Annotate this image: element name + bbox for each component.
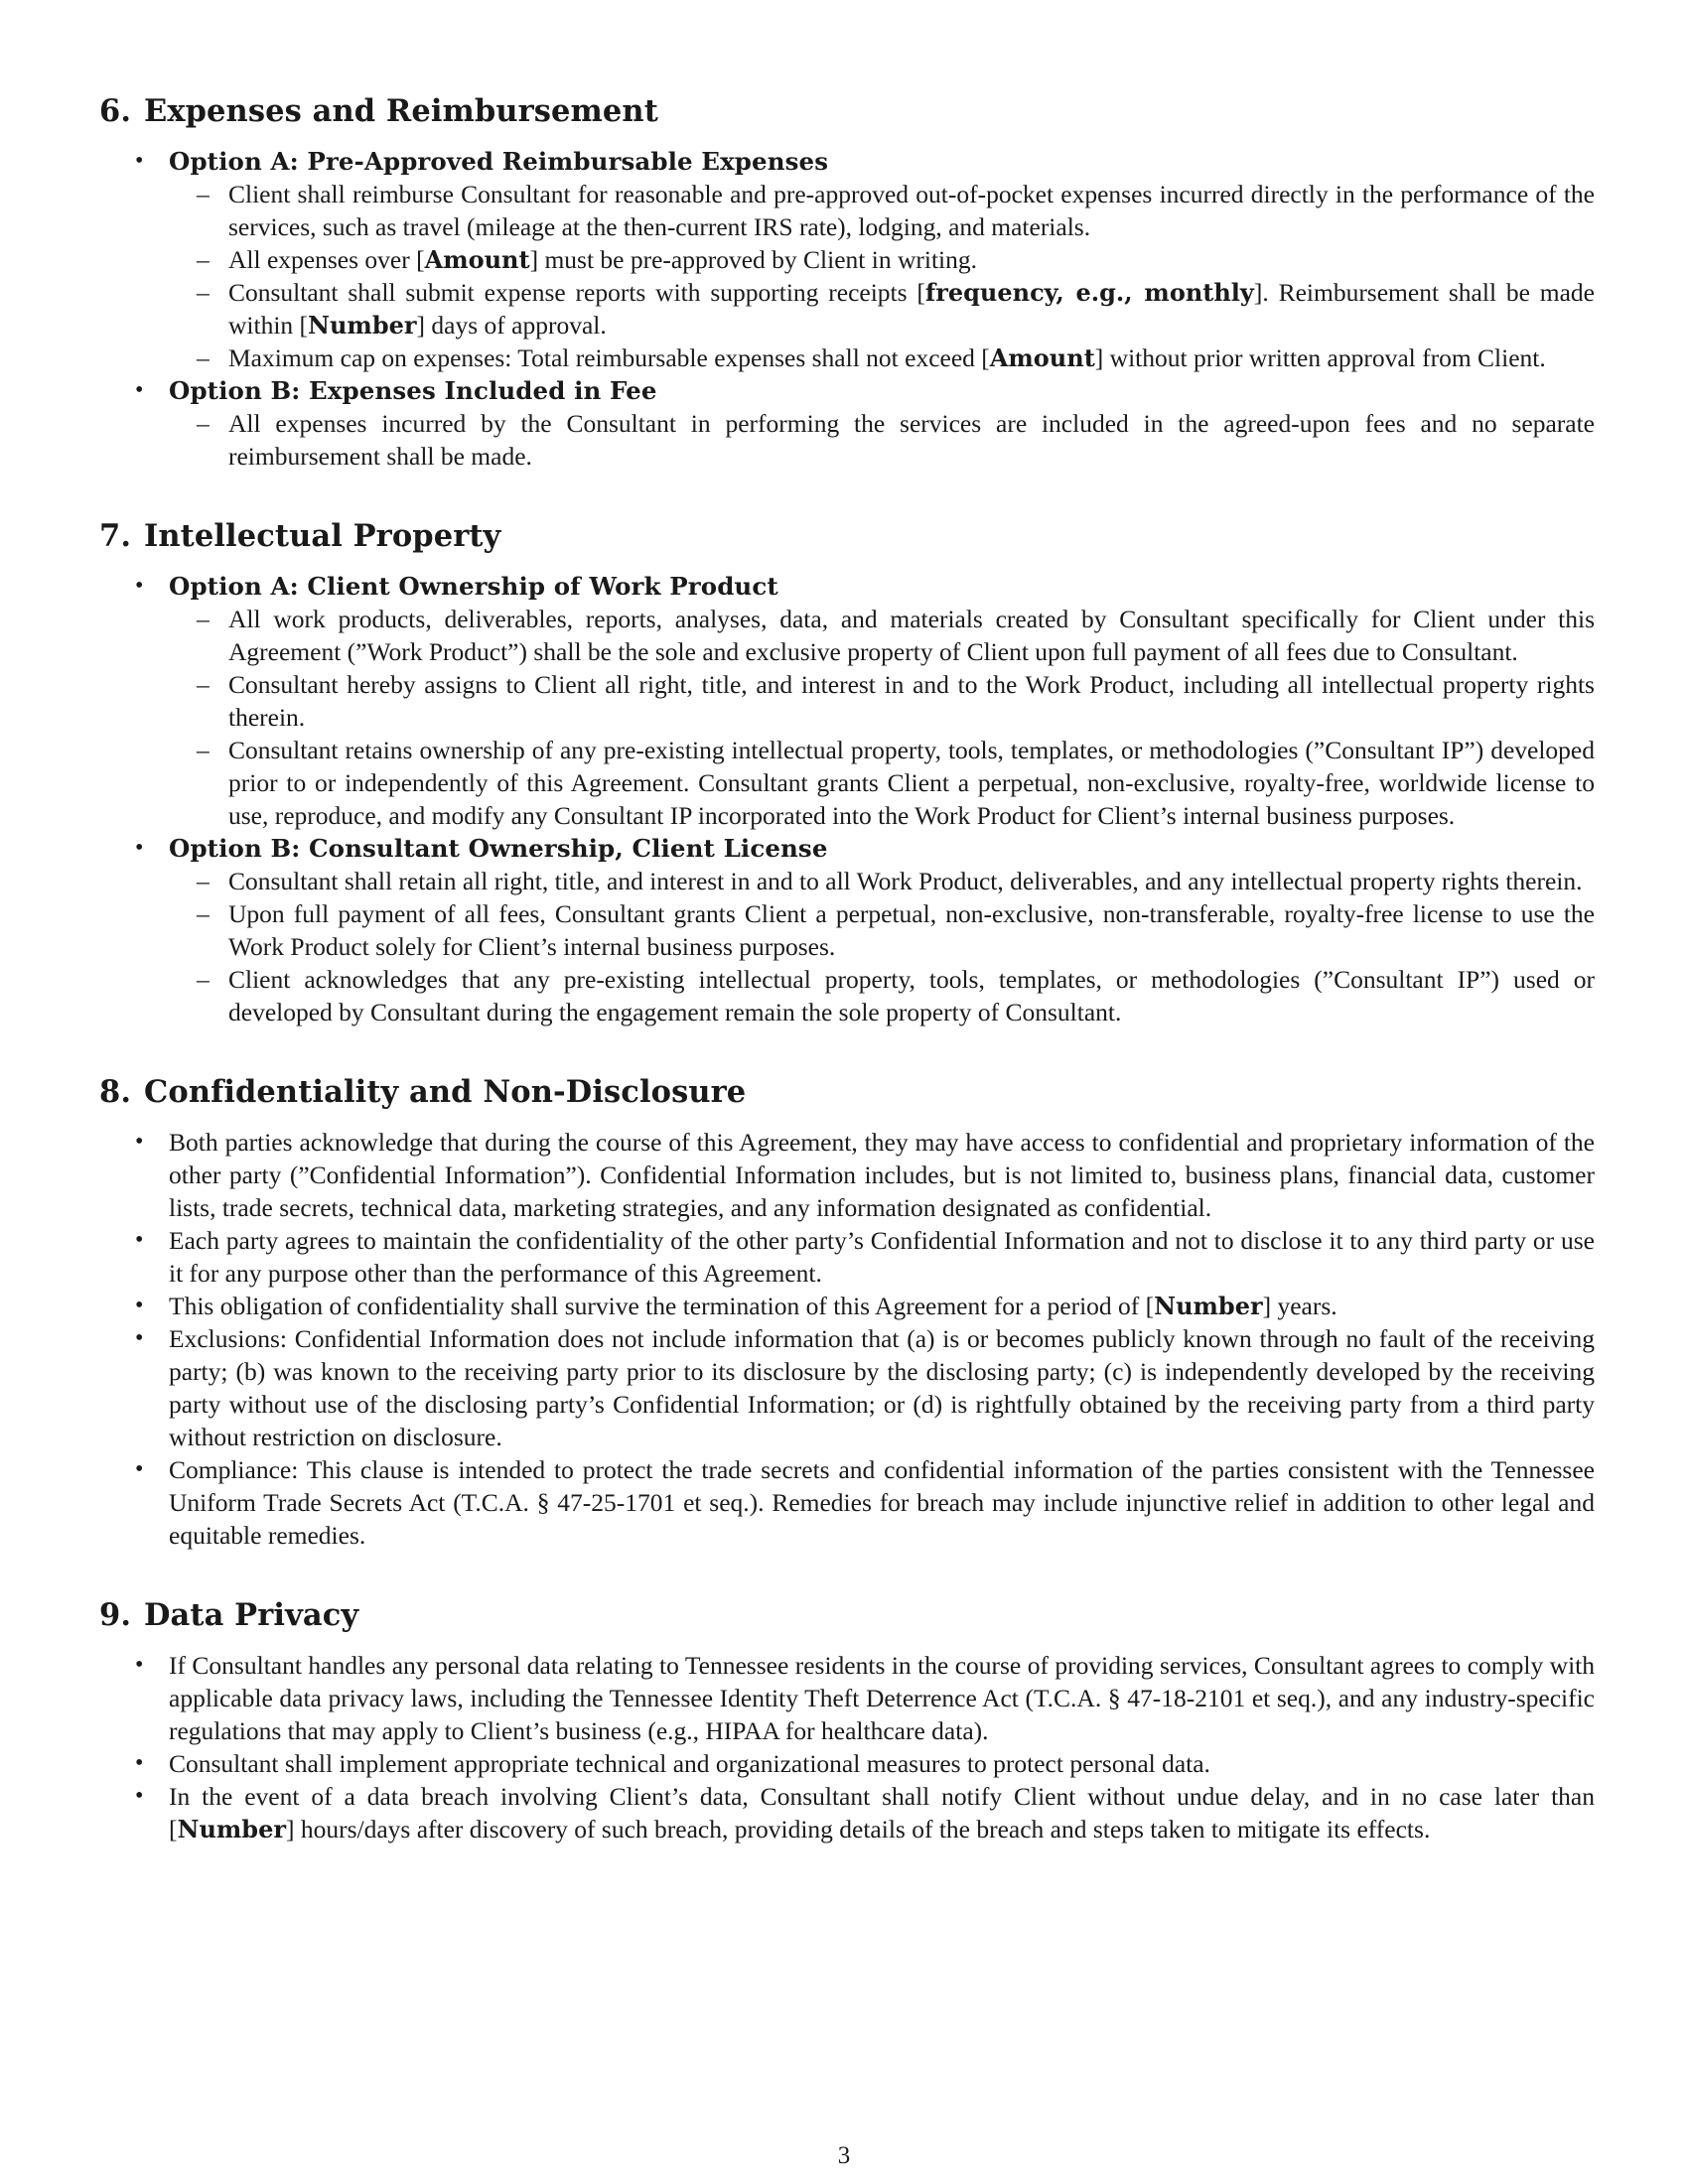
text-segment: Client shall reimburse Consultant for reasonable and pre-approved out-of-pocket expenses incurred directly in the performance of the services, such as travel (mileage at the then-current IRS rate), lodging, and materials. <box>228 180 1595 241</box>
document-body <box>99 91 1595 1889</box>
section-heading <box>99 91 1595 131</box>
sub-list <box>169 407 1595 473</box>
sub-list-item <box>169 276 1595 341</box>
option-title: • Option B: Expenses Included in Fee <box>169 376 657 405</box>
option-title: • Option A: Client Ownership of Work Product <box>169 572 778 601</box>
option-title: • Option A: Pre-Approved Reimbursable Expenses <box>169 147 829 176</box>
bullet-list <box>99 1649 1595 1845</box>
sub-list-item <box>169 897 1595 963</box>
sub-list <box>169 178 1595 374</box>
text-segment: Consultant shall submit expense reports with supporting receipts [ <box>228 278 925 307</box>
text-segment: ] must be pre-approved by Client in writing. <box>529 245 978 274</box>
sub-list <box>169 865 1595 1028</box>
section-8 <box>99 1072 1595 1552</box>
section-7 <box>99 516 1595 1028</box>
text-segment: If Consultant handles any personal data relating to Tennessee residents in the course of providing services, Consultant agrees to comply with applicable data privacy laws, including the Tennessee Identity Theft Deterrence Act (T.C.A. § 47-18-2101 et seq.), and any industry-specific regulations that may apply to Client’s business (e.g., HIPAA for healthcare data). <box>169 1651 1595 1745</box>
section-number: 7. <box>99 518 132 554</box>
section-heading <box>99 1072 1595 1112</box>
sub-list-item <box>169 865 1595 897</box>
text-segment: ] hours/days after discovery of such breach, providing details of the breach and steps taken to mitigate its effects. <box>285 1815 1431 1843</box>
option-item <box>99 570 1595 832</box>
sub-list-item <box>169 734 1595 832</box>
text-segment: Consultant shall retain all right, title, and interest in and to all Work Product, deliverables, and any intellectual property rights therein. <box>228 867 1583 895</box>
sub-list-item <box>169 668 1595 734</box>
sub-list-item <box>169 243 1595 276</box>
text-segment: Both parties acknowledge that during the course of this Agreement, they may have access to confidential and proprietary information of the other party (”Confidential Information”). Confidential Information includes, but is not limited to, business plans, financial data, customer lists, trade secrets, technical data, marketing strategies, and any information designated as confidential. <box>169 1128 1595 1222</box>
section-title: Expenses and Reimbursement <box>144 93 658 129</box>
text-segment: All work products, deliverables, reports, analyses, data, and materials created by Consultant specifically for Client under this Agreement (”Work Product”) shall be the sole and exclusive property of Client upon full payment of all fees due to Consultant. <box>228 605 1595 666</box>
text-segment: All expenses over [ <box>228 245 425 274</box>
text-segment: Consultant retains ownership of any pre-existing intellectual property, tools, templates, or methodologies (”Consultant IP”) developed prior to or independently of this Agreement. Consultant grants Client a perpetual, non-exclusive, royalty-free, worldwide license to use, reproduce, and modify any Consultant IP incorporated into the Work Product for Client’s internal business purposes. <box>228 736 1595 830</box>
section-9 <box>99 1595 1595 1845</box>
sub-list-item <box>169 407 1595 473</box>
placeholder-field: frequency, e.g., monthly <box>924 278 1254 307</box>
list-item <box>99 1224 1595 1290</box>
text-segment: Exclusions: Confidential Information does not include information that (a) is or becomes publicly known through no fault of the receiving party; (b) was known to the receiving party prior to its disclosure by the disclosing party; (c) is independently developed by the receiving party without use of the disclosing party’s Confidential Information; or (d) is rightfully obtained by the receiving party from a third party without restriction on disclosure. <box>169 1324 1595 1451</box>
text-segment: In the event of a data breach involving Client’s data, Consultant shall notify Client without undue delay, and in no case later than [ <box>169 1782 1595 1843</box>
text-segment: Maximum cap on expenses: Total reimbursable expenses shall not exceed [ <box>228 343 990 372</box>
section-number: 9. <box>99 1597 132 1633</box>
text-segment: Consultant shall implement appropriate technical and organizational measures to protect personal data. <box>169 1749 1210 1778</box>
section-number: 8. <box>99 1074 132 1110</box>
text-segment: Consultant hereby assigns to Client all right, title, and interest in and to the Work Product, including all intellectual property rights therein. <box>228 670 1595 732</box>
text-segment: Each party agrees to maintain the confidentiality of the other party’s Confidential Information and not to disclose it to any third party or use it for any purpose other than the performance of this Agreement. <box>169 1226 1595 1288</box>
option-title: • Option B: Consultant Ownership, Client License <box>169 834 828 863</box>
section-title: Intellectual Property <box>144 518 501 554</box>
sub-list <box>169 603 1595 832</box>
sub-list-item <box>169 341 1595 374</box>
placeholder-field: Amount <box>989 343 1095 372</box>
section-title: Data Privacy <box>144 1597 359 1633</box>
text-segment: ] without prior written approval from Client. <box>1094 343 1546 372</box>
sub-list-item <box>169 963 1595 1028</box>
section-heading <box>99 1595 1595 1635</box>
option-item <box>99 374 1595 473</box>
placeholder-field: Number <box>308 311 417 340</box>
placeholder-field: Amount <box>424 245 530 274</box>
sub-list-item <box>169 178 1595 243</box>
list-item <box>99 1780 1595 1845</box>
text-segment: ]. Reimbursement shall be made within [ <box>228 278 1595 340</box>
list-item <box>99 1453 1595 1552</box>
text-segment: Compliance: This clause is intended to protect the trade secrets and confidential information of the parties consistent with the Tennessee Uniform Trade Secrets Act (T.C.A. § 47-25-1701 et seq.). Remedies for breach may include injunctive relief in addition to other legal and equitable remedies. <box>169 1455 1595 1550</box>
sub-list-item <box>169 603 1595 668</box>
section-6 <box>99 91 1595 473</box>
text-segment: This obligation of confidentiality shall survive the termination of this Agreement for a period of [ <box>169 1292 1155 1320</box>
option-item <box>99 832 1595 1028</box>
text-segment: Upon full payment of all fees, Consultant grants Client a perpetual, non-exclusive, non-transferable, royalty-free license to use the Work Product solely for Client’s internal business purposes. <box>228 899 1595 961</box>
list-item <box>99 1747 1595 1780</box>
list-item <box>99 1290 1595 1322</box>
placeholder-field: Number <box>177 1815 286 1843</box>
list-item <box>99 1649 1595 1747</box>
text-segment: All expenses incurred by the Consultant in performing the services are included in the agreed-upon fees and no separate reimbursement shall be made. <box>228 409 1595 471</box>
section-title: Confidentiality and Non-Disclosure <box>144 1074 747 1110</box>
text-segment: ] years. <box>1262 1292 1337 1320</box>
bullet-list <box>99 1126 1595 1552</box>
bullet-list <box>99 570 1595 1028</box>
section-number: 6. <box>99 93 132 129</box>
list-item <box>99 1126 1595 1224</box>
list-item <box>99 1322 1595 1453</box>
page-number: 3 <box>837 2142 851 2169</box>
option-item <box>99 145 1595 374</box>
bullet-list <box>99 145 1595 473</box>
text-segment: ] days of approval. <box>416 311 607 340</box>
placeholder-field: Number <box>1154 1292 1263 1320</box>
section-heading <box>99 516 1595 556</box>
text-segment: Client acknowledges that any pre-existing intellectual property, tools, templates, or methodologies (”Consultant IP”) used or developed by Consultant during the engagement remain the sole property of Consultant. <box>228 965 1595 1026</box>
